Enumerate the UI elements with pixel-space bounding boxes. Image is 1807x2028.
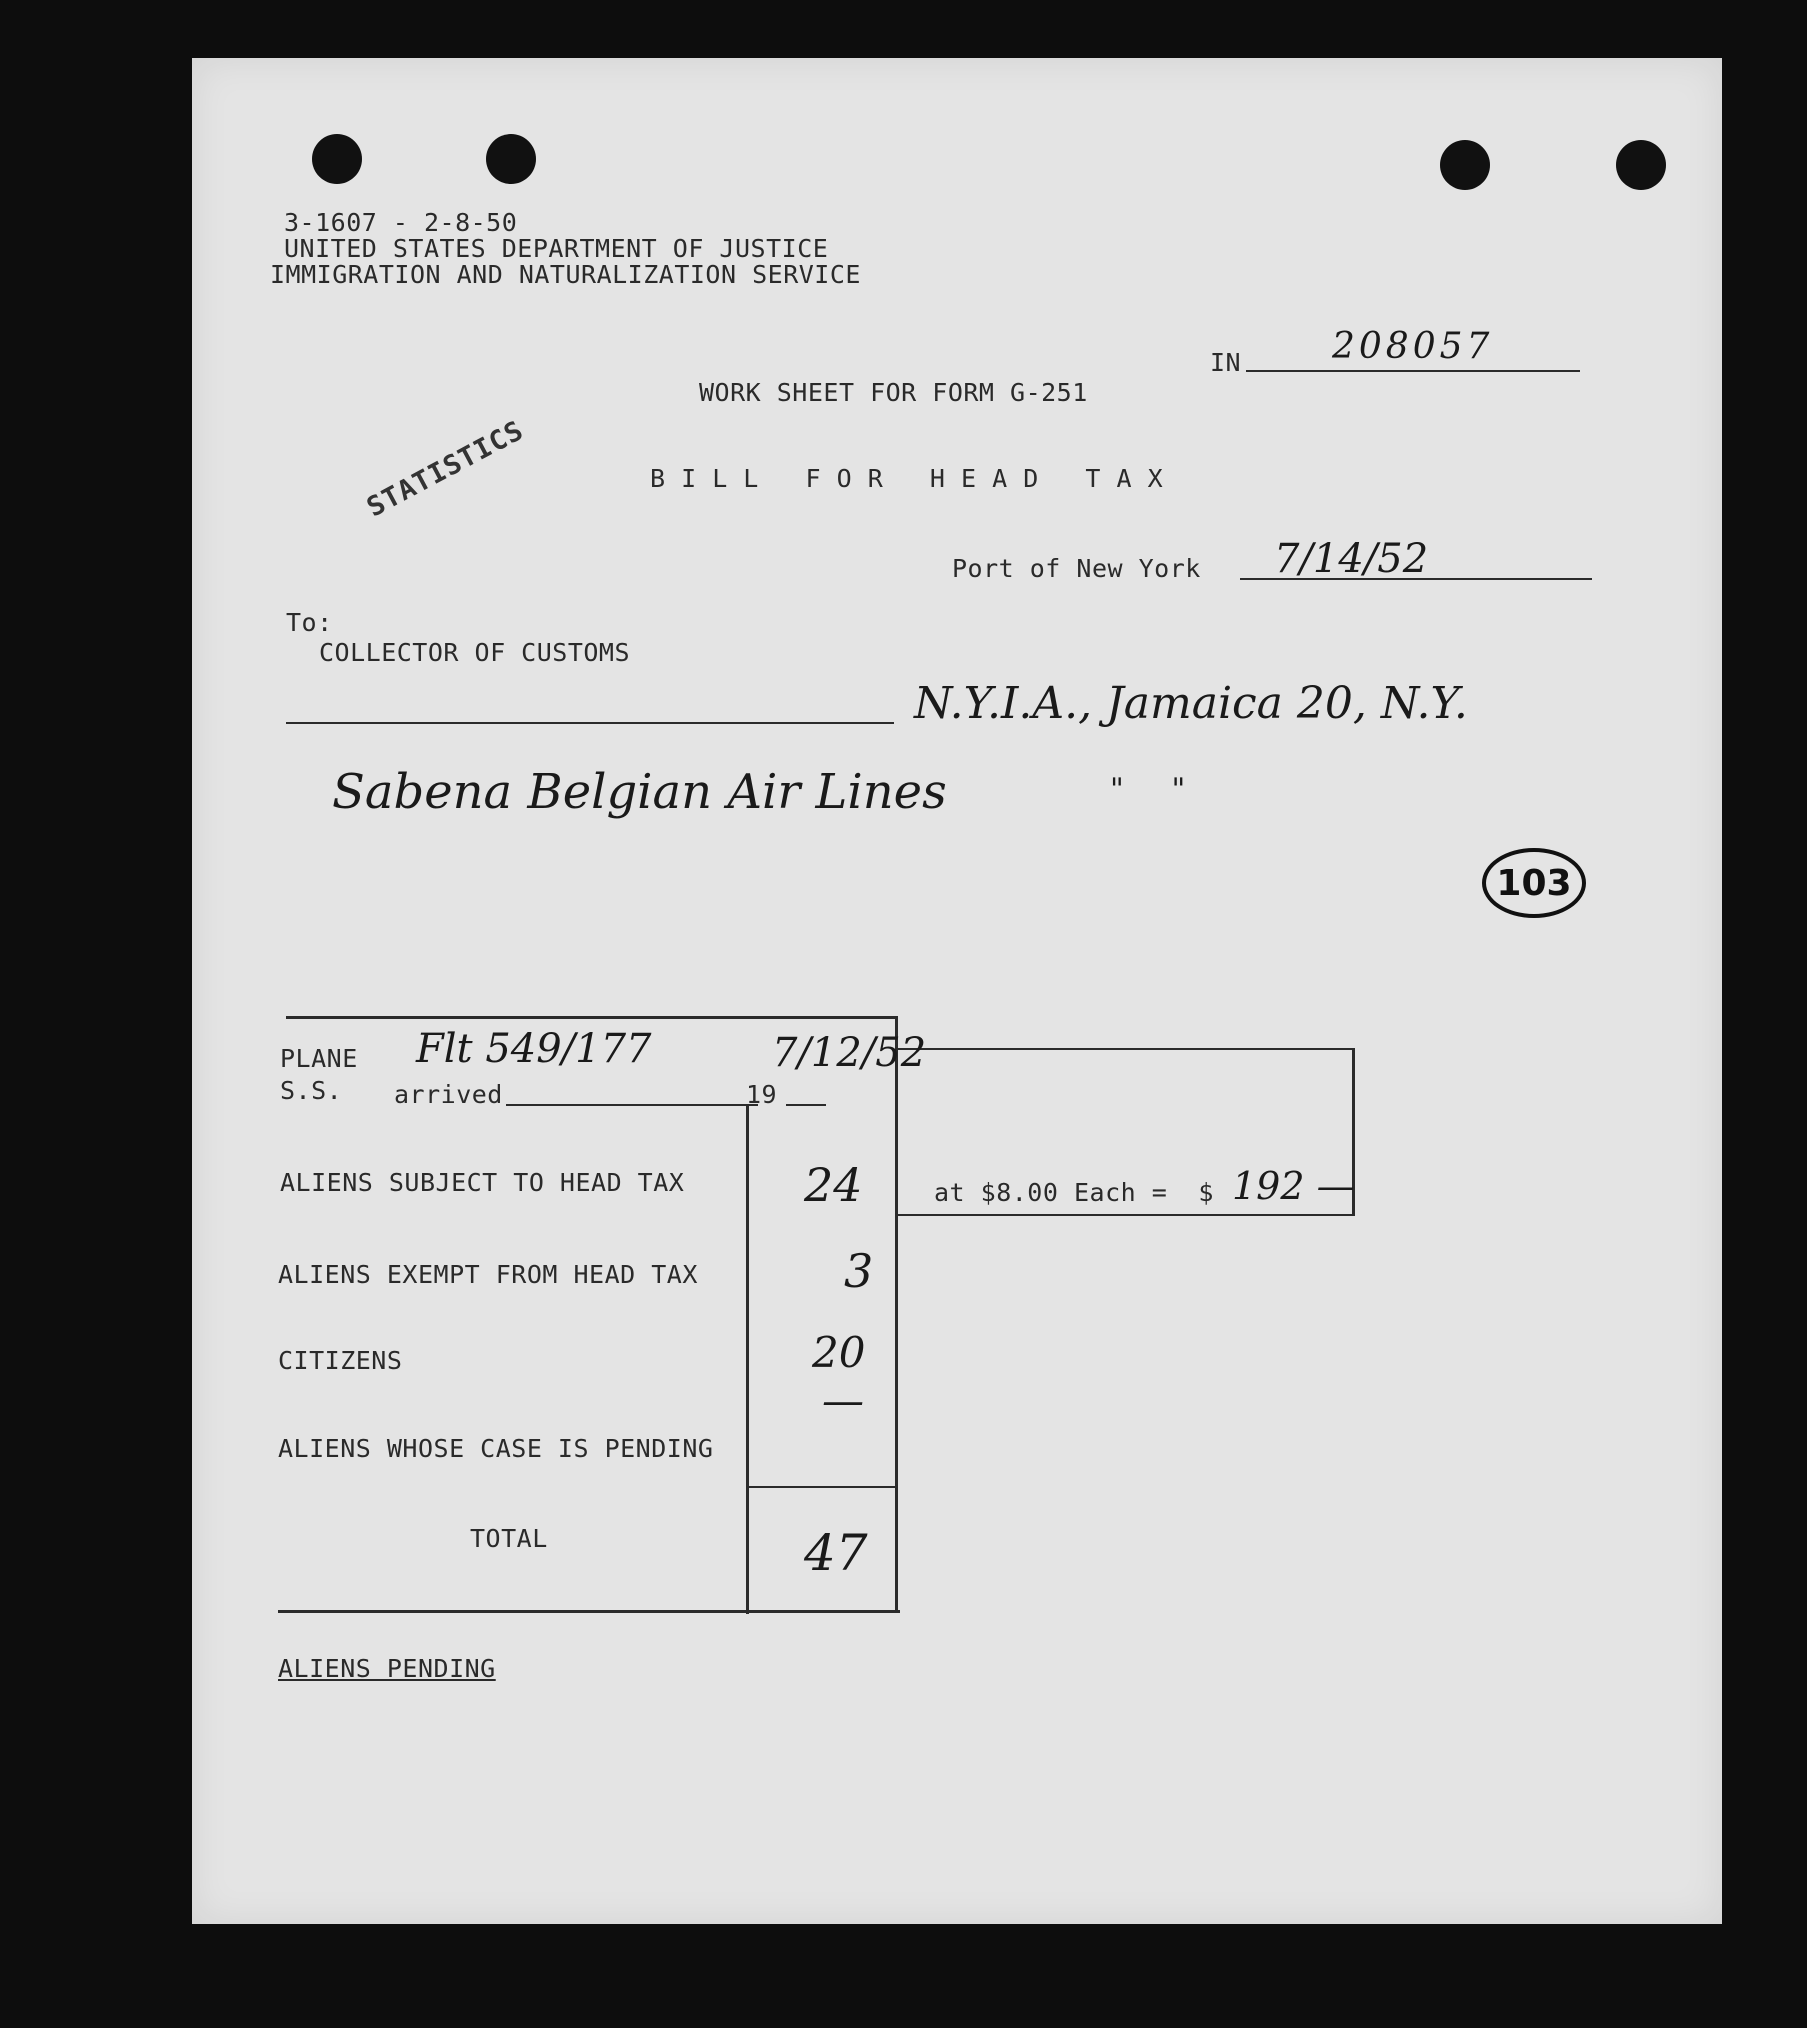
table-right-rule — [895, 1016, 898, 1612]
to-label: To: — [286, 608, 333, 637]
punch-hole-right-2 — [1616, 140, 1666, 190]
row-label-exempt: ALIENS EXEMPT FROM HEAD TAX — [278, 1260, 698, 1289]
tax-box-bottom — [898, 1214, 1354, 1216]
address-underline — [286, 722, 894, 724]
bill-title: B I L L F O R H E A D T A X — [650, 464, 1164, 493]
ss-label: S.S. — [280, 1076, 343, 1105]
row-value-subject: 24 — [804, 1158, 863, 1212]
worksheet-title: WORK SHEET FOR FORM G-251 — [699, 378, 1088, 407]
total-separator-rule — [748, 1486, 898, 1488]
total-label: TOTAL — [470, 1524, 548, 1553]
table-bottom-rule — [278, 1610, 900, 1613]
value-column-left-rule — [746, 1106, 749, 1614]
department-name: UNITED STATES DEPARTMENT OF JUSTICE — [284, 234, 829, 263]
date-underline — [786, 1104, 826, 1106]
row-value-exempt: 3 — [844, 1244, 874, 1298]
table-top-rule — [286, 1016, 898, 1019]
airport-location: N.Y.I.A., Jamaica 20, N.Y. — [914, 678, 1468, 729]
in-number: 208057 — [1332, 326, 1494, 367]
arrived-underline — [506, 1104, 758, 1106]
in-number-underline — [1246, 370, 1580, 372]
tax-box-top — [898, 1048, 1354, 1050]
row-label-subject: ALIENS SUBJECT TO HEAD TAX — [280, 1168, 685, 1197]
year-prefix: 19 — [746, 1080, 778, 1109]
arrived-label: arrived — [394, 1080, 503, 1109]
arrival-date: 7/12/52 — [772, 1030, 927, 1076]
row-value-pending: — — [822, 1376, 864, 1425]
plane-label: PLANE — [280, 1044, 358, 1073]
punch-hole-right-1 — [1440, 140, 1490, 190]
flight-number: Flt 549/177 — [416, 1026, 652, 1072]
collector-of-customs: COLLECTOR OF CUSTOMS — [319, 638, 631, 667]
tax-rate-text: at $8.00 Each = $ — [934, 1178, 1214, 1207]
tax-amount: 192 — — [1232, 1164, 1355, 1208]
row-label-citizens: CITIZENS — [278, 1346, 403, 1375]
punch-hole-left-2 — [486, 134, 536, 184]
document-page — [192, 58, 1722, 1924]
statistics-stamp: STATISTICS — [362, 414, 529, 524]
form-code: 3-1607 - 2-8-50 — [284, 208, 518, 237]
total-value: 47 — [804, 1524, 868, 1582]
airline-name: Sabena Belgian Air Lines — [332, 764, 947, 820]
row-label-pending: ALIENS WHOSE CASE IS PENDING — [278, 1434, 714, 1463]
port-date: 7/14/52 — [1274, 536, 1429, 582]
punch-hole-left-1 — [312, 134, 362, 184]
service-name: IMMIGRATION AND NATURALIZATION SERVICE — [270, 260, 861, 289]
row-value-citizens: 20 — [812, 1328, 866, 1377]
port-label: Port of New York — [952, 554, 1201, 583]
circled-number: 103 — [1482, 848, 1586, 918]
ditto-marks: " " — [1110, 772, 1186, 807]
in-label: IN — [1210, 348, 1242, 377]
aliens-pending-heading: ALIENS PENDING — [278, 1654, 496, 1683]
